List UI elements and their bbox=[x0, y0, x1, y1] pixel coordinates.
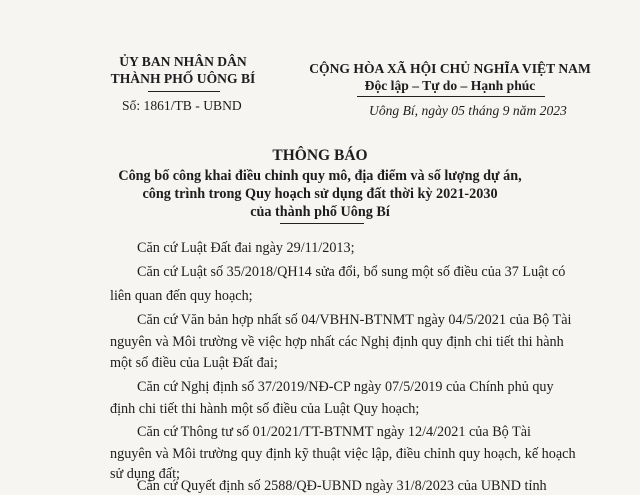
document-date: Uông Bí, ngày 05 tháng 9 năm 2023 bbox=[369, 103, 567, 118]
basis-line-6: một số điều của Luật Đất đai; bbox=[110, 355, 278, 371]
basis-line-8: định chi tiết thi hành một số điều của Luật Quy hoạch; bbox=[110, 401, 420, 417]
notice-subtitle-line3: của thành phố Uông Bí bbox=[250, 204, 390, 220]
basis-line-4: Căn cứ Văn bản hợp nhất số 04/VBHN-BTNMT ngày 04/5/2021 của Bộ Tài bbox=[137, 312, 572, 328]
basis-line-7: Căn cứ Nghị định số 37/2019/NĐ-CP ngày 07/5/2019 của Chính phủ quy bbox=[137, 379, 554, 395]
motto-underline bbox=[357, 96, 545, 97]
national-title: CỘNG HÒA XÃ HỘI CHỦ NGHĨA VIỆT NAM bbox=[309, 61, 591, 76]
basis-line-10: nguyên và Môi trường quy định kỹ thuật việc lập, điều chỉnh quy hoạch, kế hoạch bbox=[110, 446, 576, 462]
notice-title: THÔNG BÁO bbox=[272, 147, 368, 164]
basis-line-9: Căn cứ Thông tư số 01/2021/TT-BTNMT ngày 12/4/2021 của Bộ Tài bbox=[137, 424, 531, 440]
agency-underline bbox=[148, 91, 220, 92]
document-number: Số: 1861/TB - UBND bbox=[122, 98, 242, 113]
agency-name-line1: ỦY BAN NHÂN DÂN bbox=[119, 54, 247, 69]
notice-subtitle-line2: công trình trong Quy hoạch sử dụng đất thời kỳ 2021-2030 bbox=[142, 186, 498, 202]
basis-line-1: Căn cứ Luật Đất đai ngày 29/11/2013; bbox=[137, 240, 355, 256]
agency-name-line2: THÀNH PHỐ UÔNG BÍ bbox=[110, 71, 256, 86]
basis-line-2: Căn cứ Luật số 35/2018/QH14 sửa đổi, bổ sung một số điều của 37 Luật có bbox=[137, 264, 566, 280]
basis-line-12: Căn cứ Quyết định số 2588/QĐ-UBND ngày 31/8/2023 của UBND tỉnh bbox=[137, 478, 547, 494]
notice-subtitle-line1: Công bố công khai điều chỉnh quy mô, địa điểm và số lượng dự án, bbox=[118, 168, 522, 184]
basis-line-5: nguyên và Môi trường về việc hợp nhất các Nghị định quy định chi tiết thi hành bbox=[110, 334, 564, 350]
basis-line-11: sử dụng đất; bbox=[110, 466, 180, 482]
title-underline bbox=[280, 223, 364, 224]
national-motto: Độc lập – Tự do – Hạnh phúc bbox=[364, 78, 536, 93]
basis-line-3: liên quan đến quy hoạch; bbox=[110, 288, 253, 304]
